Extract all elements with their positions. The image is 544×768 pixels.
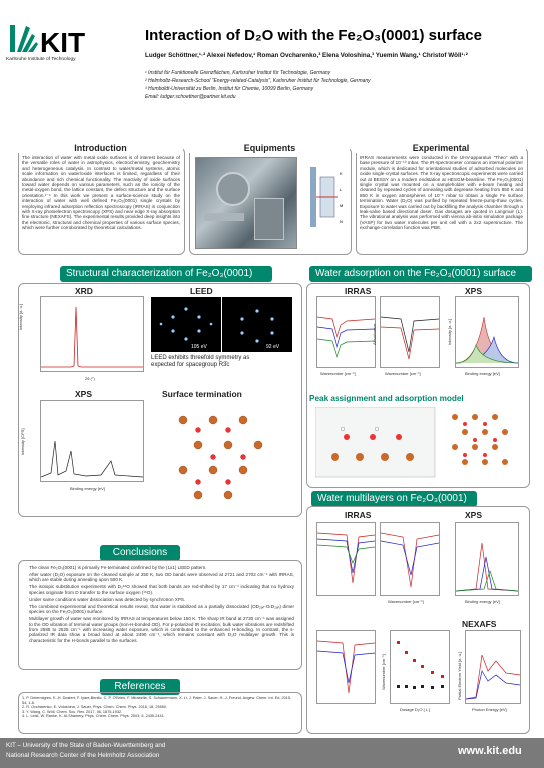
adsorption-irras-plot-1 — [316, 296, 376, 368]
conclusions-band: Conclusions — [100, 545, 180, 561]
footer-left-2: National Research Center of the Helmholtz Association — [6, 752, 160, 759]
poster-title: Interaction of D₂O with the Fe₂O₃(0001) surface — [145, 27, 482, 44]
setup-schematic — [298, 157, 348, 247]
conclusions-list — [22, 565, 294, 665]
conclusion-item: • The isotopic substitution experiments with D₂¹⁸O showed that both bands are red-shifted by 17 cm⁻¹ indicating that no hydroxy species originate from D transfer to the surface oxygen (¹⁶O). — [29, 584, 294, 595]
multilayers-irras-plot-2 — [380, 522, 440, 596]
adsorption-irras-title: IRRAS — [345, 286, 372, 296]
adsorption-xps-plot — [455, 296, 519, 368]
dosage-plot — [390, 630, 450, 704]
multilayers-xps-xlabel: Binding energy [eV] — [465, 599, 500, 604]
multilayers-irras-title: IRRAS — [345, 510, 372, 520]
structural-band: Structural characterization of Fe₂O₃(0001) — [60, 266, 272, 282]
equipments-title: Equipments — [189, 143, 350, 153]
xrd-xlabel: 2θ (°) — [85, 376, 95, 381]
reference-item: 1. P. Deiermigres, K.-H. Dostert, F. Iyare-Benito, C. P. O'Brien, F. Mirabella, S. Schauermann, X. Li, J. Paier, J. Sauer, H.-J. Freund, Angew. Chem. Int. Ed. 2015, 54, 1-6. — [22, 696, 292, 705]
experimental-text: IRRAS measurements were conducted in the UHV-apparatus "Theo" with a base pressure of 10⁻¹⁰ mbar. The IR-spectrometer contains an internal polarizer module, which is dedicated for orientational studies of adsorbed molecules on oxide single-crystal surfaces. The X-ray spectroscopic experiments were carried out at BESSY on a modern endstation at HESGM-beamline. The Fe₂O₃(0001) single crystal was mounted on a sampleholder with e-beam heating and cleaned by repeated cycles of annealing with degrease heating from 850 K and 850 K in oxygen atmospheres of 10⁻⁶ mbar to obtain a single Fe surface termination. Water (D₂O) was purified by repeated freeze-pump-thaw cycles. Exposure to water was carried out by backfilling the analysis chamber through a leak-valve based directional doser. Gas dosages are quoted in Langmuir (L). The vibrational analysis was performed with vienna ab-initio simulation package (VASP) for two water molecules per unit cell with a 2x2 supersructure. The exchange-correlation function was PBE. — [360, 155, 523, 231]
structural-xps-xlabel: Binding energy [eV] — [70, 486, 105, 491]
footer-url[interactable]: www.kit.edu — [458, 745, 522, 757]
multilayers-band: Water multilayers on Fe₂O₃(0001) — [311, 491, 477, 507]
references-band: References — [100, 679, 180, 695]
affiliation-3: ³ Humboldt-Universität zu Berlin, Institut für Chemie, 10099 Berlin, Germany — [145, 86, 314, 92]
reference-item: 2. R. Ovcharenko, E. Voloshina, J. Sauer, Phys. Chem. Chem. Phys. 2016, 18, 25560. — [22, 705, 167, 710]
adsorption-irras-xlabel-2: Wavenumber [cm⁻¹] — [385, 371, 421, 376]
nexafs-plot — [465, 630, 521, 704]
leed-energy-2: 92 eV — [266, 344, 280, 350]
xrd-title: XRD — [75, 286, 93, 296]
xrd-curve — [41, 307, 143, 367]
structural-xps-ylabel: Intensity [CPS] — [20, 428, 25, 455]
leed-title: LEED — [190, 286, 213, 296]
kit-logo — [6, 22, 86, 67]
nexafs-title: NEXAFS — [462, 619, 497, 629]
schematic-label-l: L — [340, 187, 343, 192]
conclusion-item: • Under same conditions water dissociation was detected by synchrotron XPS. — [29, 597, 294, 602]
adsorption-ylabel-abs: Absorbance — [372, 323, 377, 345]
adsorption-xps-title: XPS — [465, 286, 483, 296]
logo-text: KIT — [40, 27, 86, 58]
introduction-text: The interaction of water with metal oxide surfaces is of interest because of the versatile roles of water in astrophysics, electrochemistry, geochemistry and heterogeneous catalysis. In contrast to water/metal systems, atomic scale information on water/oxide interfaces is limited, regardless of their abundance and rich chemical functionality. The reactivity of oxide surfaces toward water depends on various parameters, such as the ionicity of the metal-oxygen bond, the lattice constant, the defect structure and the surface orientation.¹⁻⁴ In this work we present a surface-science study on the interaction of water with well defined Fe₂O₃(0001) single crystals by employing infrared adsorption reflection spectroscopy (IRRAS) in conjunction with X-ray photoelectron spectroscopy (XPS) and near edge X-ray absorption fine structure (NEXAFS). The experimental results provided deep insights into the electronic, structural and chemical properties of various surface species, which were further corroborated by theoretical calculations. — [22, 155, 180, 231]
adsorption-band: Water adsorption on the Fe₂O₃(0001) surface — [309, 266, 532, 282]
peak-assignment-title: Peak assignment and adsorption model — [309, 394, 464, 403]
conclusion-item: • After water (D₂O) exposure on the cleaned sample at 250 K, two OD bands were observed at 2721 and 2702 cm⁻¹ with IRRAS, which are stable during annealing upon 500 K. — [29, 572, 294, 583]
multilayers-irras-plot-1 — [316, 522, 376, 596]
schematic-sample — [310, 167, 316, 227]
leed-pattern-2 — [222, 297, 292, 352]
dosage-xlabel: Dosage D₂O [ L ] — [400, 707, 431, 712]
xrd-plot — [40, 296, 144, 372]
leed-pattern-1 — [151, 297, 221, 352]
adsorption-irras-xlabel-1: Wavenumber [cm⁻¹] — [320, 371, 356, 376]
leed-caption: LEED exhibits threefold symmetry as expected for spacegroup R3̄c — [151, 355, 250, 368]
structural-xps-plot — [40, 400, 144, 482]
logo-sub: Karlsruhe Institute of Technology — [6, 57, 76, 62]
structural-xps-curve — [41, 441, 143, 477]
xrd-ylabel: Intensity [a. u.] — [18, 303, 23, 330]
adsorption-ylabel-int: Intensity [a. u.] — [447, 318, 452, 345]
adsorption-xps-xlabel: Binding energy [eV] — [465, 371, 500, 376]
reference-item: 3. Y. Wang, C. Wöll, Chem. Soc. Rev. 2017, 46, 1875-1932. — [22, 709, 123, 714]
affiliation-2: ² Helmholtz-Research-School "Energy-related-Catalysis", Karlsruher Institut für Technologie, Germany — [145, 78, 371, 84]
reference-item: 4. L. Leist, W. Ranke, K. Al-Shamery, Phys. Chem. Chem. Phys. 2003, 5, 2435-2441. — [22, 714, 165, 719]
schematic-label-m: M — [340, 203, 344, 208]
schematic-label-k: K — [340, 171, 343, 176]
surface-termination-title: Surface termination — [162, 389, 242, 399]
nexafs-ylabel: Partial Electron Yield [a. u.] — [457, 651, 462, 700]
adsorption-model — [315, 407, 520, 482]
nexafs-xlabel: Photon Energy [eV] — [472, 707, 507, 712]
dosage-ylabel: Wavenumber [cm⁻¹] — [381, 654, 386, 690]
schematic-label-n: N — [340, 219, 343, 224]
email: Email: ludger.schoettner@partner.kit.edu — [145, 94, 236, 100]
footer-left-1: KIT – University of the State of Baden-Wuerttemberg and — [6, 742, 166, 749]
multilayers-xps-plot — [455, 522, 519, 596]
multilayers-irras-xlabel: Wavenumber [cm⁻¹] — [388, 599, 424, 604]
authors: Ludger Schöttner,¹·² Alexei Nefedov,¹ Roman Ovcharenko,³ Elena Voloshina,³ Yuemin Wang,¹ Christof Wöll¹·² — [145, 52, 468, 59]
conclusion-item: • The clean Fe₂O₃(0001) is primarily Fe-terminated confirmed by the (1x1) LEED pattern. — [29, 565, 294, 570]
conclusion-item: • The combined experimental and theoretical results reveal, that water is stabilized as a partially dissociated (OD₂ₐₙ-OₜD₂ₐₙ) dimer species on the Fe₂O₃(0001) surface. — [29, 604, 294, 615]
structural-xps-title: XPS — [75, 389, 93, 399]
experimental-title: Experimental — [356, 143, 526, 153]
leed-energy-1: 105 eV — [191, 344, 207, 350]
multilayers-xps-title: XPS — [465, 510, 483, 520]
affiliation-1: ¹ Institut für Funktionelle Grenzflächen, Karlsruher Institut für Technologie, Germany — [145, 70, 331, 76]
references-list — [22, 696, 296, 719]
introduction-title: Introduction — [18, 143, 183, 153]
apparatus-photo — [195, 157, 297, 249]
surface-termination-model — [163, 400, 283, 510]
adsorption-irras-plot-2 — [380, 296, 440, 368]
conclusion-item: • Multilayer growth of water was monitored by IRRAS at temperatures below 150 K. The sharp IR band at 2730 cm⁻¹ was assigned to the OD vibration of terminal water groups (non-H-bonded OD). For p-polarized IR excitation, bulk water vibrations are redshifted from 2585 to 2525 cm⁻¹ with increasing water exposure, which is contributed to the enhanced H-bonding. In contrast, the s-polarized IR data show a broad band at about 2490 cm⁻¹, which remains constant with D₂O multilayer growth. This is characteristic for the H-bonds parallel to the surfaces. — [29, 616, 294, 643]
multilayers-irras-plot-3 — [316, 630, 376, 704]
